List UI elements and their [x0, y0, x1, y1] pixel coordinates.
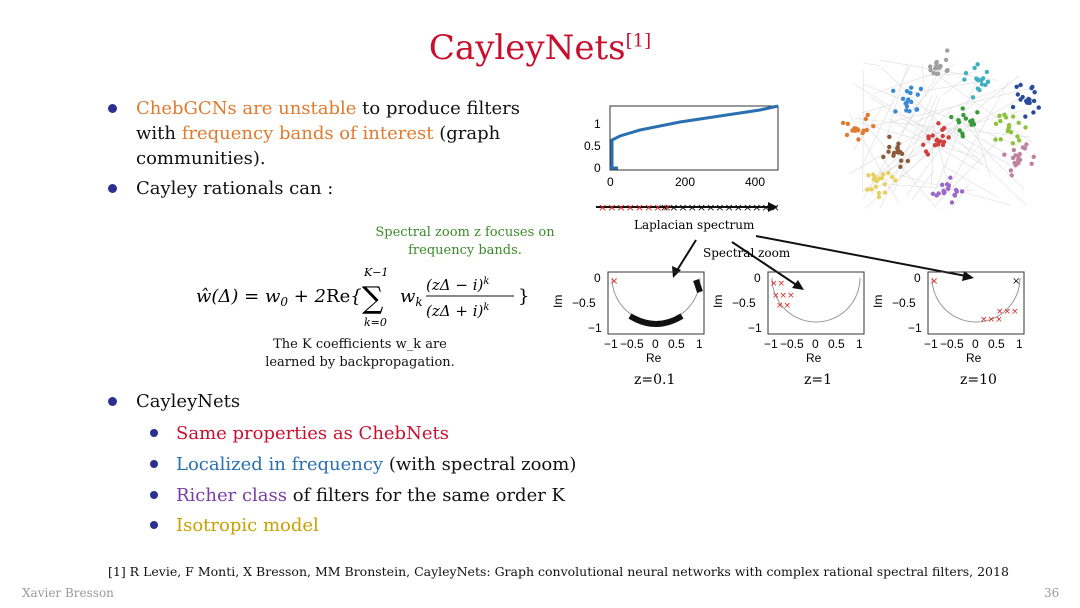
bullet-1-text-3: (graph	[433, 123, 501, 144]
graph-node	[841, 121, 845, 125]
svg-text:×××: ×××	[980, 315, 1003, 325]
graph-node	[871, 124, 875, 128]
svg-text:ŵ(Δ) = w0 + 2Re{: ŵ(Δ) = $w_0 + 2Re${	[196, 286, 362, 309]
graph-node	[926, 152, 930, 156]
xtick: −0.5	[940, 337, 964, 351]
ytick: −0.5	[892, 296, 916, 310]
annotation-coefficients	[250, 336, 470, 372]
graph-node	[877, 176, 881, 180]
graph-node	[1017, 138, 1021, 142]
graph-node	[908, 91, 912, 95]
im-axis-label: Im	[711, 294, 725, 308]
svg-text:wk: $w_k$	[400, 286, 423, 309]
graph-node	[1011, 114, 1015, 118]
cayleynets-heading: CayleyNets	[136, 391, 241, 412]
graph-node	[866, 113, 870, 117]
graph-node	[906, 159, 910, 163]
graph-node	[1032, 155, 1036, 159]
graph-node	[972, 66, 976, 70]
xtick: 400	[745, 175, 766, 189]
annotation-line-3: The K coefficients w_k are	[273, 337, 447, 352]
graph-node	[1025, 101, 1029, 105]
graph-node	[994, 122, 998, 126]
graph-node	[901, 97, 905, 101]
ytick: 1	[594, 117, 601, 131]
item-3-colored: Richer class	[176, 485, 288, 506]
graph-node	[919, 87, 923, 91]
svg-text:×××: ×××	[772, 291, 795, 301]
graph-image	[828, 40, 1060, 230]
graph-node	[1002, 153, 1006, 157]
page-number: 36	[1044, 586, 1060, 600]
graph-node	[942, 140, 946, 144]
highlight-frequency-bands: frequency bands of interest	[181, 123, 434, 144]
spectral-zoom-label: Spectral zoom	[703, 246, 791, 260]
xtick: −0.5	[620, 337, 644, 351]
ytick: 0	[594, 271, 601, 285]
svg-text:∑: ∑	[362, 281, 384, 316]
graph-node	[1037, 105, 1041, 109]
ytick: −0.5	[572, 296, 596, 310]
graph-node	[864, 117, 868, 121]
graph-node	[877, 195, 881, 199]
graph-node	[1007, 126, 1011, 130]
graph-node	[976, 78, 980, 82]
graph-node	[964, 116, 968, 120]
xtick: −0.5	[780, 337, 804, 351]
xtick: 1	[856, 337, 863, 351]
graph-node	[975, 62, 979, 66]
graph-node	[997, 114, 1001, 118]
graph-node	[934, 61, 938, 65]
re-axis-label: Re	[966, 351, 982, 365]
xtick: 0	[652, 337, 659, 351]
ytick: −1	[588, 321, 602, 335]
graph-node	[950, 200, 954, 204]
formula-svg	[196, 262, 546, 332]
graph-node	[946, 135, 950, 139]
graph-node	[855, 127, 859, 131]
zoom-plot-2	[711, 271, 864, 388]
item-3-rest: of filters for the same order K	[287, 485, 565, 506]
laplacian-arrow	[596, 201, 780, 232]
graph-node	[930, 133, 934, 137]
graph-node	[1014, 85, 1018, 89]
graph-node	[909, 85, 913, 89]
annotation-line-4: learned by backpropagation.	[265, 355, 455, 370]
graph-node	[1011, 141, 1015, 145]
graph-node	[1012, 148, 1016, 152]
graph-node	[869, 187, 873, 191]
xtick: −1	[604, 337, 618, 351]
graph-node	[1015, 134, 1019, 138]
zoom-label-1: z=0.1	[634, 372, 676, 388]
graph-node	[936, 71, 940, 75]
xtick: 0.5	[668, 337, 685, 351]
graph-node	[883, 190, 887, 194]
item-2-colored: Localized in frequency	[176, 454, 384, 475]
graph-node	[1011, 156, 1015, 160]
graph-node	[1031, 110, 1035, 114]
graph-node	[1023, 125, 1027, 129]
zoom-plot-3	[871, 271, 1024, 388]
graph-node	[1024, 142, 1028, 146]
svg-text:k=0: k=0	[364, 316, 387, 329]
graph-node	[1016, 92, 1020, 96]
annotation-spectral-zoom	[360, 224, 570, 260]
annotation-line-2: frequency bands.	[408, 243, 522, 258]
im-axis-label: Im	[871, 294, 885, 308]
graph-node	[980, 82, 984, 86]
graph-node	[1018, 83, 1022, 87]
bullet-icon	[108, 397, 117, 406]
graph-node	[845, 133, 849, 137]
bullet-1-text-4: communities).	[136, 148, 266, 169]
xtick: −1	[764, 337, 778, 351]
graph-node	[865, 187, 869, 191]
graph-node	[981, 76, 985, 80]
ytick: −1	[908, 321, 922, 335]
graph-node	[1029, 86, 1033, 90]
annotation-line-1: Spectral zoom z focuses on	[375, 225, 555, 240]
graph-node	[985, 70, 989, 74]
bullet-1-text: to produce filters	[356, 98, 520, 119]
re-axis-label: Re	[646, 351, 662, 365]
graph-node	[1009, 130, 1013, 134]
zoom-plot-1	[551, 271, 704, 388]
graph-node	[905, 100, 909, 104]
graph-node	[886, 150, 890, 154]
xtick: 1	[1016, 337, 1023, 351]
svg-text:×××××××××××××: ×××××××××××××	[660, 201, 780, 214]
graph-node	[986, 80, 990, 84]
graph-node	[856, 137, 860, 141]
ytick: 0.5	[584, 139, 601, 153]
graph-node	[993, 137, 997, 141]
graph-node	[940, 128, 944, 132]
graph-node	[904, 108, 908, 112]
graph-node	[914, 107, 918, 111]
ytick: −1	[748, 321, 762, 335]
graph-node	[945, 182, 949, 186]
graph-node	[883, 182, 887, 186]
re-axis-label: Re	[806, 351, 822, 365]
sub-bullet-icon	[150, 429, 158, 437]
zoom-arrows	[672, 236, 974, 290]
graph-node	[866, 173, 870, 177]
bullet-2: Cayley rationals can :	[136, 178, 334, 199]
ytick: 0	[754, 271, 761, 285]
graph-node	[846, 122, 850, 126]
svg-text:××: ××	[770, 279, 786, 289]
title-text: CayleyNets	[428, 28, 626, 68]
graph-node	[916, 92, 920, 96]
bullet-1-text-2: with	[136, 123, 182, 144]
graph-node	[891, 89, 895, 93]
item-2-rest: (with spectral zoom)	[383, 454, 577, 475]
graph-node	[909, 100, 913, 104]
graph-node	[944, 58, 948, 62]
graph-node	[1018, 158, 1022, 162]
graph-node	[871, 172, 875, 176]
sub-bullet-icon	[150, 460, 158, 468]
cayleynets-item-4	[176, 513, 319, 538]
xtick: 200	[675, 175, 696, 189]
graph-node	[893, 109, 897, 113]
graph-node	[975, 110, 979, 114]
cayley-formula	[196, 262, 546, 332]
graph-node	[940, 183, 944, 187]
graph-node	[1017, 121, 1021, 125]
svg-text:K−1: K−1	[364, 266, 389, 279]
bullet-icon	[108, 104, 117, 113]
laplacian-label: Laplacian spectrum	[634, 218, 755, 232]
graph-node	[948, 176, 952, 180]
graph-node	[945, 48, 949, 52]
graph-node	[896, 142, 900, 146]
graph-node	[942, 191, 946, 195]
graph-node	[935, 138, 939, 142]
graph-node	[881, 172, 885, 176]
cayleynets-item-3	[176, 483, 565, 508]
title-reference: [1]	[625, 30, 652, 52]
im-axis-label: Im	[551, 294, 565, 308]
graph-node	[1023, 146, 1027, 150]
graph-node	[1032, 90, 1036, 94]
graph-node	[1009, 168, 1013, 172]
svg-text:×: ×	[930, 276, 939, 287]
xtick: 0	[812, 337, 819, 351]
item-4-colored: Isotropic model	[176, 515, 319, 536]
graph-node	[1014, 163, 1018, 167]
graph-node	[960, 189, 964, 193]
graph-node	[1032, 99, 1036, 103]
xtick: −1	[924, 337, 938, 351]
ytick: 0	[594, 161, 601, 175]
svg-text:×: ×	[1012, 276, 1021, 287]
graph-node	[964, 71, 968, 75]
graph-node	[960, 106, 964, 110]
graph-node	[971, 95, 975, 99]
svg-text:}: }	[518, 286, 530, 307]
graph-node	[934, 193, 938, 197]
svg-text:(zΔ + i)k: $(z\Delta + i)^k$	[426, 302, 490, 320]
xtick: 0	[607, 175, 614, 189]
graph-node	[972, 122, 976, 126]
graph-node	[928, 68, 932, 72]
graph-node	[945, 68, 949, 72]
graph-node	[949, 115, 953, 119]
xtick: 0.5	[988, 337, 1005, 351]
ytick: 0	[914, 271, 921, 285]
cayleynets-item-1	[176, 421, 449, 446]
graph-node	[946, 186, 950, 190]
graph-node	[890, 175, 894, 179]
graph-node	[898, 165, 902, 169]
graph-node	[1010, 173, 1014, 177]
bullet-icon	[108, 184, 117, 193]
spectrum-plot	[584, 106, 778, 189]
graph-node	[899, 158, 903, 162]
graph-node	[891, 153, 895, 157]
xtick: 1	[696, 337, 703, 351]
sub-bullet-icon	[150, 521, 158, 529]
graph-node	[861, 128, 865, 132]
zoom-label-3: z=10	[960, 372, 997, 388]
graph-node	[936, 142, 940, 146]
graph-node	[957, 120, 961, 124]
svg-text:××: ××	[776, 301, 792, 311]
graph-node	[938, 64, 942, 68]
xtick: 0.5	[828, 337, 845, 351]
graph-node	[999, 137, 1003, 141]
graph-node	[962, 77, 966, 81]
svg-text:(zΔ − i)k: $(z\Delta - i)^k$	[426, 276, 490, 294]
graph-node	[998, 119, 1002, 123]
svg-text:×××: ×××	[996, 307, 1019, 317]
graph-node	[881, 155, 885, 159]
graph-node	[877, 191, 881, 195]
reference: [1] R Levie, F Monti, X Bresson, MM Bronstein, CayleyNets: Graph convolutional neural networks with complex rational spectral filters, 2018	[108, 564, 1009, 579]
footer-author: Xavier Bresson	[22, 586, 114, 600]
graph-node	[1020, 95, 1024, 99]
xtick: 0	[972, 337, 979, 351]
graph-node	[926, 136, 930, 140]
graph-node	[887, 135, 891, 139]
sub-bullet-icon	[150, 491, 158, 499]
graph-node	[886, 171, 890, 175]
graph-node	[1029, 162, 1033, 166]
graph-node	[874, 184, 878, 188]
graph-node	[921, 143, 925, 147]
highlight-unstable: ChebGCNs are unstable	[136, 98, 357, 119]
ytick: −0.5	[732, 296, 756, 310]
graph-node	[936, 121, 940, 125]
bullet-1	[136, 96, 556, 171]
graph-node	[896, 150, 900, 154]
graph-node	[893, 178, 897, 182]
zoom-label-2: z=1	[804, 372, 833, 388]
graph-node	[887, 145, 891, 149]
graph-node	[957, 128, 961, 132]
graph-node	[1023, 114, 1027, 118]
graph-node	[976, 86, 980, 90]
graph-node	[955, 189, 959, 193]
graph-node	[1011, 105, 1015, 109]
svg-text:××××××××: ××××××××	[598, 201, 672, 214]
svg-text:×: ×	[610, 276, 619, 287]
graph-node	[941, 134, 945, 138]
item-1-colored: Same properties as ChebNets	[176, 423, 449, 444]
cayleynets-item-2	[176, 452, 576, 477]
graph-node	[1004, 115, 1008, 119]
